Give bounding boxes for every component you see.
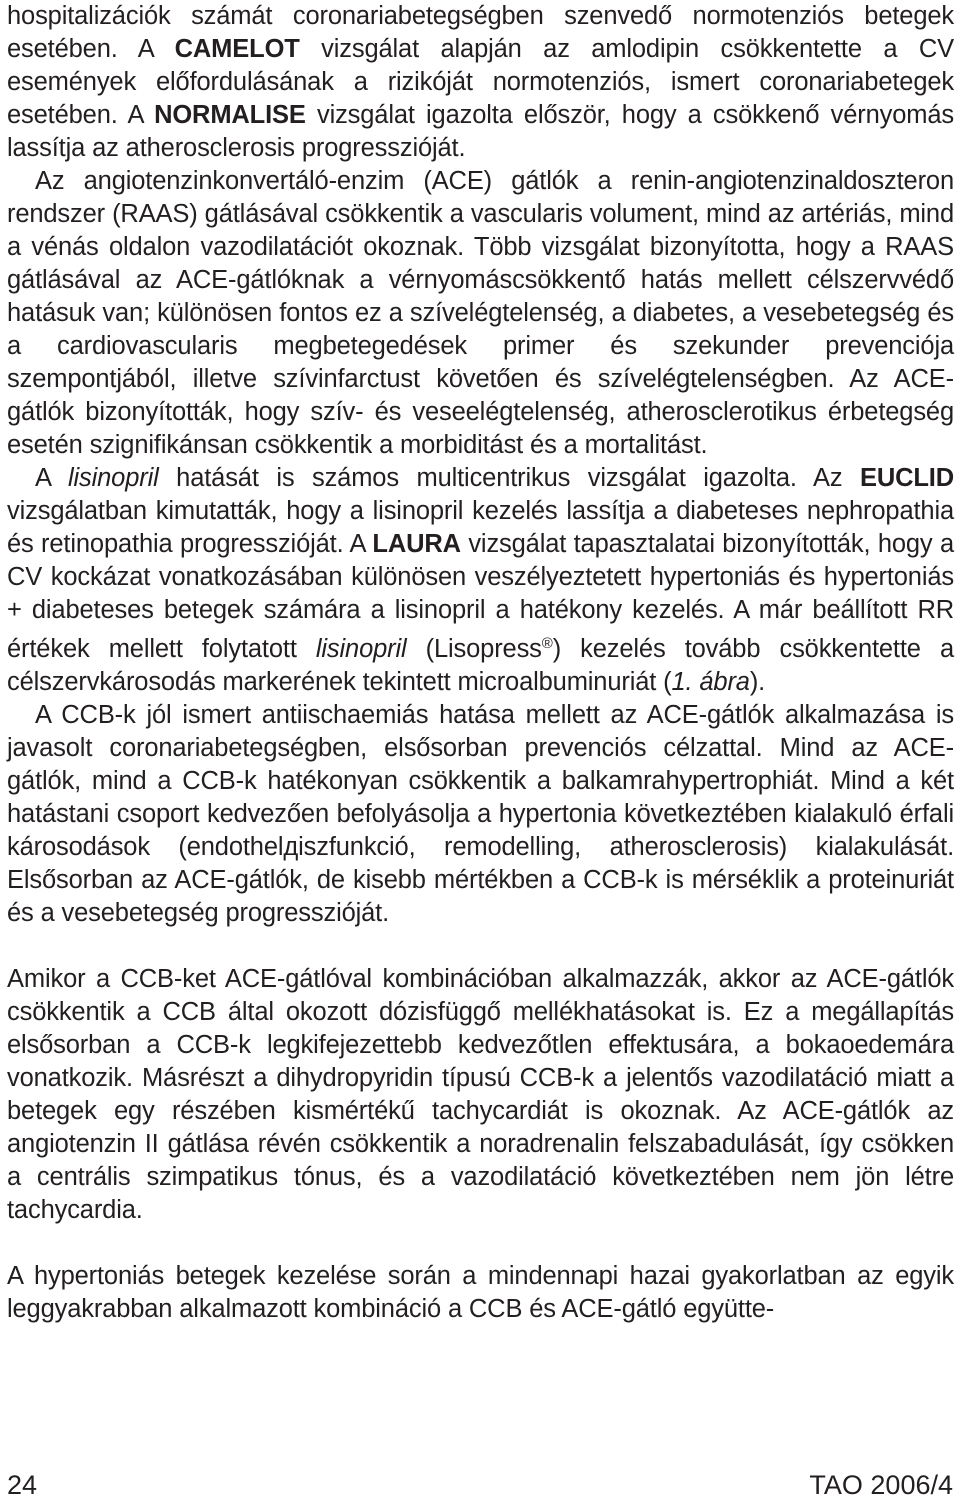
paragraph-combination-practice [7, 1260, 954, 1326]
text-run: ). [749, 668, 766, 696]
italic-term: lisinopril [68, 464, 159, 492]
text-run: ) kezelés tovább csökkentette a célszervkárosodás markerének tekintett microalbuminuriát ( [7, 635, 954, 696]
study-name: LAURA [372, 530, 461, 558]
text-run: hospitalizációk számát coronariabetegségben szenvedő normotenziós betegek esetében. A [7, 2, 954, 63]
page-number: 24 [7, 1470, 38, 1500]
paragraph-combination-side-effects [7, 963, 954, 1227]
paragraph-lisinopril [7, 462, 954, 699]
text-run: vizsgálat tapasztalatai bizonyították, hogy a CV kockázat vonatkozásában különösen veszélyeztetett hypertoniás és hypertoniás + diabeteses betegek számára a lisinopril a hatékony kezelés. A már beállított RR értékek mellett folytatott [7, 530, 954, 663]
text-run: hatását is számos multicentrikus vizsgálat igazolta. Az [158, 464, 860, 492]
study-name: CAMELOT [174, 35, 300, 63]
paragraph-camelot-normalise [7, 0, 954, 165]
paragraph-ace-inhibitors [7, 165, 954, 462]
article-body [7, 0, 954, 1326]
text-run: Az angiotenzinkonvertáló-enzim (ACE) gátlók a renin-angiotenzinaldoszteron rendszer (RAAS) gátlásával csökkentik a vascularis volument, mind az artériás, mind a vénás oldalon vazodilatációt okoznak. Több vizsgálat bizonyította, hogy a RAAS gátlásával az ACE-gátlóknak a vérnyomáscsökkentő hatás mellett célszervvédő hatásuk van; különösen fontos ez a szívelégtelenség, a diabetes, a vesebetegség és a cardiovascularis megbetegedések primer és szekunder prevenciója szempontjából, illetve szívinfarctust követően és szívelégtelenségben. Az ACE-gátlók bizonyították, hogy szív- és veseelégtelenség, atherosclerotikus érbetegség esetén szignifikánsan csökkentik a morbiditást és a mortalitást. [7, 167, 954, 459]
study-name: NORMALISE [154, 101, 306, 129]
paragraph-ccb-ace-comparison [7, 699, 954, 930]
page-footer [7, 1466, 953, 1504]
text-run: A hypertoniás betegek kezelése során a mindennapi hazai gyakorlatban az egyik leggyakrabban alkalmazott kombináció a CCB és ACE-gátló együtte- [7, 1262, 954, 1323]
text-run: Amikor a CCB-ket ACE-gátlóval kombinációban alkalmazzák, akkor az ACE-gátlók csökkentik a CCB által okozott dózisfüggő mellékhatásokat is. Ez a megállapítás elsősorban a CCB-k legkifejezettebb kedvezőtlen effektusára, a bokaoedemára vonatkozik. Másrészt a dihydropyridin típusú CCB-k a jelentős vazodilatáció miatt a betegek egy részében kismértékű tachycardiát is okoznak. Az ACE-gátlók az angiotenzin II gátlása révén csökkentik a noradrenalin felszabadulását, így csökken a centrális szimpatikus tónus, és a vazodilatáció következtében nem jön létre tachycardia. [7, 965, 954, 1224]
study-name: EUCLID [859, 464, 954, 492]
text-run: vizsgálat alapján az amlodipin csökkentette a CV események előfordulásának a rizikóját normotenziós, ismert coronariabetegek esetében. A [7, 35, 954, 129]
registered-mark: ® [541, 635, 553, 652]
italic-term: 1. ábra [671, 668, 750, 696]
text-run: A CCB-k jól ismert antiischaemiás hatása mellett az ACE-gátlók alkalmazása is javasolt coronariabetegségben, elsősorban prevenciós célzattal. Mind az ACE-gátlók, mind a CCB-k hatékonyan csökkentik a balkamrahypertrophiát. Mind a két hatástani csoport kedvezően befolyásolja a hypertonia következtében kialakuló érfali károsodások (endothelдiszfunkció, remodelling, atherosclerosis) kialakulását. Elsősorban az ACE-gátlók, de kisebb mértékben a CCB-k is mérséklik a proteinuriát és a vesebetegség progresszióját. [7, 701, 954, 927]
text-run: (Lisopress [406, 635, 542, 663]
text-run: A [35, 464, 68, 492]
journal-issue: TAO 2006/4 [809, 1470, 953, 1500]
text-run: vizsgálatban kimutatták, hogy a lisinopril kezelés lassítja a diabeteses nephropathia és retinopathia progresszióját. A [7, 497, 954, 558]
text-run: vizsgálat igazolta először, hogy a csökkenő vérnyomás lassítja az atherosclerosis progresszióját. [7, 101, 954, 162]
italic-term: lisinopril [315, 635, 407, 663]
